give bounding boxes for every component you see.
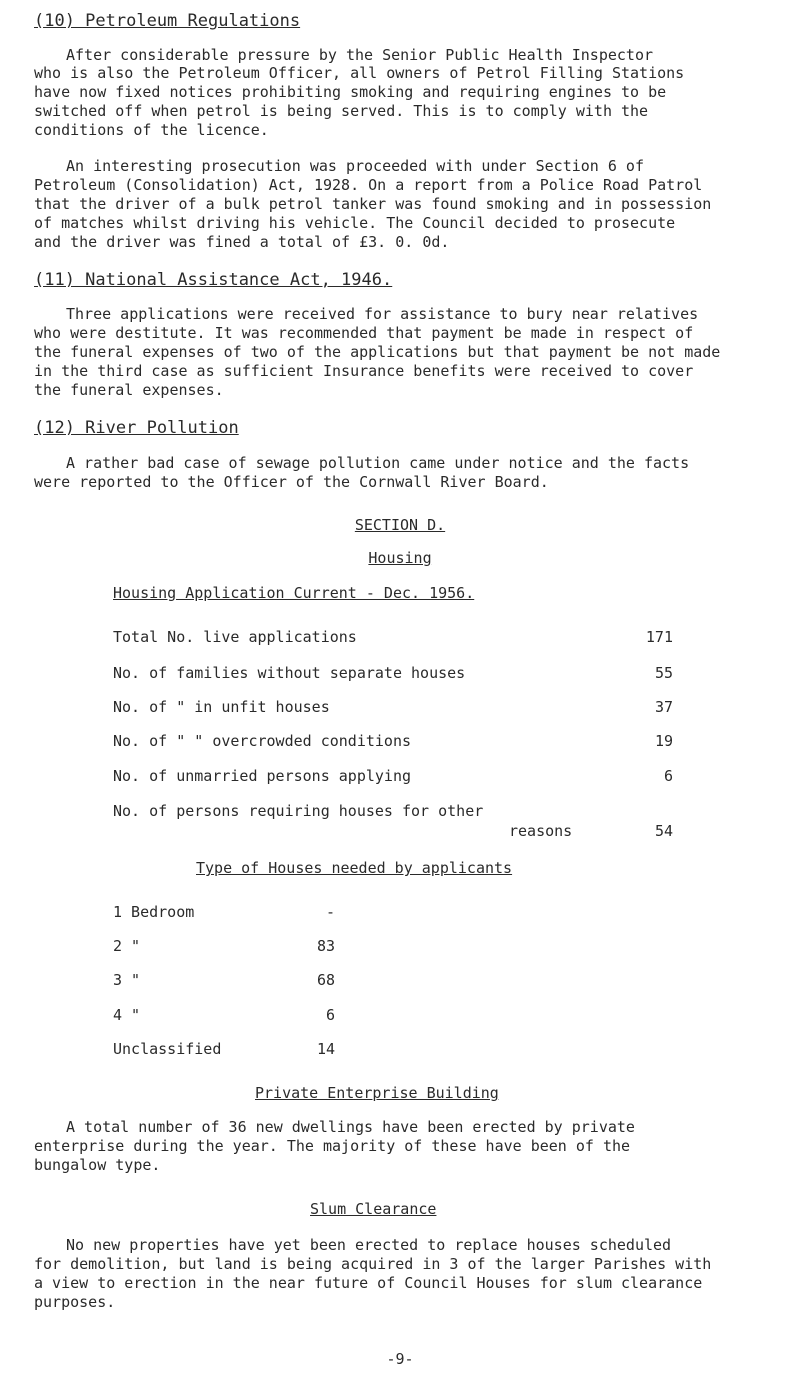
stat-row <box>113 802 673 822</box>
section-10-paragraph-2-cont <box>34 176 711 252</box>
text-line: A rather bad case of sewage pollution came under notice and the facts <box>66 454 690 472</box>
text-line: that the driver of a bulk petrol tanker was found smoking and in possession <box>34 195 712 213</box>
section-10-heading: (10) Petroleum Regulations <box>34 11 301 31</box>
text-line: were reported to the Officer of the Cornwall River Board. <box>34 473 549 491</box>
type-value: 6 <box>325 1006 335 1024</box>
stat-label: No. of families without separate houses <box>113 664 466 682</box>
text-line: a view to erection in the near future of Council Houses for slum clearance <box>34 1274 703 1292</box>
stat-value: 171 <box>645 628 673 646</box>
section-d-title: SECTION D. <box>354 516 446 534</box>
text-line: for demolition, but land is being acquired in 3 of the larger Parishes with <box>34 1255 712 1273</box>
text-line: enterprise during the year. The majority of these have been of the <box>34 1137 631 1155</box>
housing-subtitle: Housing <box>368 549 432 567</box>
stat-row <box>113 822 673 842</box>
type-label: 2 " <box>113 937 141 955</box>
text-line: have now fixed notices prohibiting smoking and requiring engines to be <box>34 83 667 101</box>
stat-label: No. of unmarried persons applying <box>113 767 412 785</box>
text-line: who is also the Petroleum Officer, all owners of Petrol Filling Stations <box>34 64 685 82</box>
type-label: Unclassified <box>113 1040 222 1058</box>
house-types-heading: Type of Houses needed by applicants <box>196 859 513 877</box>
text-line: purposes. <box>34 1293 116 1311</box>
type-label: 4 " <box>113 1006 141 1024</box>
stat-label: Total No. live applications <box>113 628 357 646</box>
slum-clearance-heading: Slum Clearance <box>310 1200 437 1218</box>
stat-value: 19 <box>654 732 673 750</box>
text-line: the funeral expenses. <box>34 381 224 399</box>
text-line: Three applications were received for assistance to bury near relatives <box>66 305 699 323</box>
stat-row <box>113 732 673 752</box>
section-12-heading: (12) River Pollution <box>34 418 239 438</box>
type-row <box>113 937 353 959</box>
private-enterprise-paragraph-cont <box>34 1137 630 1175</box>
text-line: A total number of 36 new dwellings have been erected by private <box>66 1118 635 1136</box>
text-line: bungalow type. <box>34 1156 161 1174</box>
stat-row <box>113 767 673 787</box>
section-10-paragraph-2 <box>66 157 644 176</box>
text-line: An interesting prosecution was proceeded with under Section 6 of <box>66 157 644 175</box>
type-value: 83 <box>316 937 335 955</box>
stat-row <box>113 664 673 684</box>
private-enterprise-paragraph <box>66 1118 635 1137</box>
slum-clearance-paragraph <box>66 1236 671 1255</box>
type-row <box>113 903 353 925</box>
stat-value: 37 <box>654 698 673 716</box>
text-line: conditions of the licence. <box>34 121 269 139</box>
section-10-paragraph-1-cont <box>34 64 684 140</box>
section-12-paragraph-cont <box>34 473 549 492</box>
stat-label: No. of " " overcrowded conditions <box>113 732 412 750</box>
type-label: 3 " <box>113 971 141 989</box>
stat-row <box>113 698 673 718</box>
section-11-paragraph <box>66 305 698 324</box>
page-number: -9- <box>386 1350 414 1368</box>
type-row <box>113 1040 353 1062</box>
housing-current-heading: Housing Application Current - Dec. 1956. <box>113 584 475 602</box>
section-12-paragraph <box>66 454 689 473</box>
stat-label: reasons <box>509 822 573 840</box>
text-line: the funeral expenses of two of the applications but that payment be not made <box>34 343 721 361</box>
section-11-heading: (11) National Assistance Act, 1946. <box>34 270 393 290</box>
stat-value: 54 <box>654 822 673 840</box>
text-line: and the driver was fined a total of £3. 0. 0d. <box>34 233 450 251</box>
private-enterprise-heading: Private Enterprise Building <box>255 1084 499 1102</box>
slum-clearance-paragraph-cont <box>34 1255 711 1312</box>
stat-value: 6 <box>663 767 673 785</box>
stat-label: No. of " in unfit houses <box>113 698 330 716</box>
text-line: in the third case as sufficient Insurance benefits were received to cover <box>34 362 694 380</box>
type-row <box>113 1006 353 1028</box>
type-value: 14 <box>316 1040 335 1058</box>
text-line: After considerable pressure by the Senior Public Health Inspector <box>66 46 653 64</box>
stat-value: 55 <box>654 664 673 682</box>
text-line: switched off when petrol is being served. This is to comply with the <box>34 102 649 120</box>
type-label: 1 Bedroom <box>113 903 195 921</box>
text-line: who were destitute. It was recommended that payment be made in respect of <box>34 324 694 342</box>
type-row <box>113 971 353 993</box>
type-value: 68 <box>316 971 335 989</box>
type-value: - <box>325 903 335 921</box>
text-line: Petroleum (Consolidation) Act, 1928. On a report from a Police Road Patrol <box>34 176 703 194</box>
section-10-paragraph-1 <box>66 46 653 65</box>
stat-row <box>113 628 673 648</box>
text-line: No new properties have yet been erected to replace houses scheduled <box>66 1236 672 1254</box>
text-line: of matches whilst driving his vehicle. The Council decided to prosecute <box>34 214 676 232</box>
section-11-paragraph-cont <box>34 324 720 400</box>
stat-label: No. of persons requiring houses for other <box>113 802 484 820</box>
